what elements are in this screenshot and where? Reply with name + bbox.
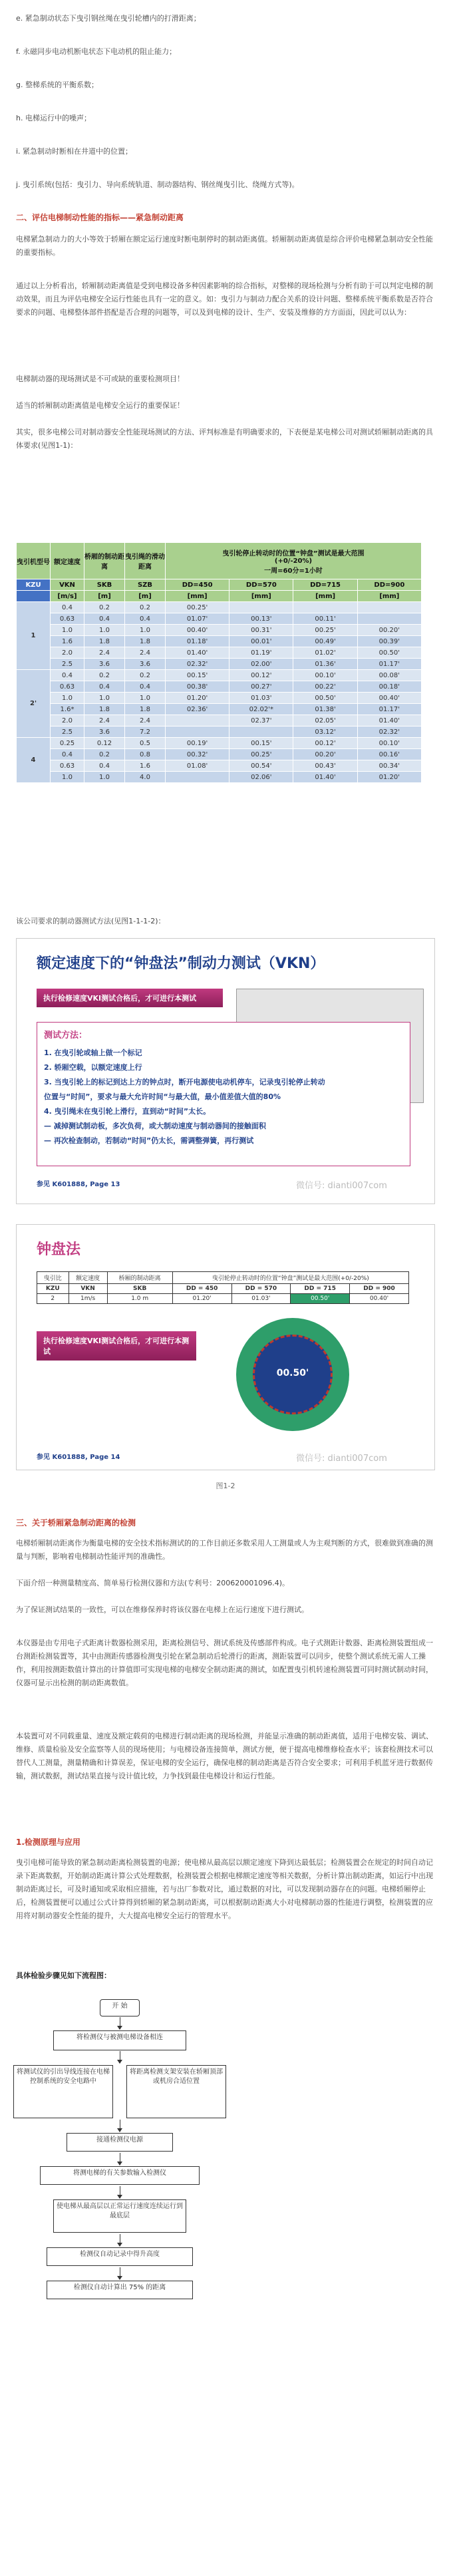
- table-cell: 0.4: [51, 602, 84, 613]
- table-header-subtitle: (+0/-20%): [274, 557, 313, 565]
- table-row: [17, 602, 422, 613]
- table-cell: 00.34': [357, 760, 421, 772]
- table-row: [17, 749, 422, 760]
- list-item: h. 电梯运行中的噪声；: [16, 114, 91, 122]
- table-cell: 0.4: [84, 613, 125, 625]
- table-cell: 00.49': [293, 636, 357, 647]
- table-cell: 0.2: [125, 602, 166, 613]
- column-code: KZU: [37, 1284, 69, 1294]
- table-cell: 2.4: [125, 715, 166, 726]
- table-cell: 7.2: [125, 726, 166, 738]
- table-row: [17, 772, 422, 783]
- table-cell: 02.02'*: [229, 704, 293, 715]
- flow-step: 接通检测仪电源: [67, 2133, 173, 2152]
- column-code: DD=450: [166, 579, 229, 591]
- table-cell: 00.25': [229, 749, 293, 760]
- method-steps: [44, 1046, 403, 1148]
- table-cell: 1.6: [51, 636, 84, 647]
- table-cell: 01.17': [357, 659, 421, 670]
- table-row: [17, 625, 422, 636]
- table-cell: 0.63: [51, 681, 84, 693]
- flow-step: 将测试仪的引出导线连接在电梯控制系统的安全电路中: [13, 2065, 113, 2118]
- column-unit: [m]: [125, 591, 166, 602]
- table-cell: 2.0: [51, 647, 84, 659]
- paragraph: 电梯轿厢制动距离作为衡量电梯的安全技术指标测试的的工作目前还多数采用人工测量或人为主观判断的方式，很难做到准确的测量与判断，影响着电梯制动性能评判的准确性。: [16, 1539, 433, 1561]
- table-row: [17, 738, 422, 749]
- column-unit: [mm]: [357, 591, 421, 602]
- table-cell: 00.10': [357, 738, 421, 749]
- table-row: [17, 647, 422, 659]
- table-header: 桥厢的制动距离: [84, 543, 125, 579]
- table-cell: 01.19': [229, 647, 293, 659]
- list-item: i. 紧急制动时断相在井道中的位置；: [16, 147, 133, 156]
- table-cell: 1.6: [125, 760, 166, 772]
- method-step: 位置与“时间”，要求与最大允许时间“与最大值，最小值差值大值的80%: [44, 1092, 281, 1101]
- table-cell: 00.27': [229, 681, 293, 693]
- table-cell: 02.36': [166, 704, 229, 715]
- table-cell: [229, 602, 293, 613]
- table-cell: 0.5: [125, 738, 166, 749]
- column-unit: [m/s]: [51, 591, 84, 602]
- table-cell: 00.15': [166, 670, 229, 681]
- table-cell: 01.02': [293, 647, 357, 659]
- clock-table: [37, 1271, 409, 1304]
- table-cell: 1.6*: [51, 704, 84, 715]
- table-cell: 00.13': [229, 613, 293, 625]
- table-cell: 00.01': [229, 636, 293, 647]
- table-cell: 1.8: [125, 704, 166, 715]
- table-cell: 1.0: [125, 625, 166, 636]
- table-cell: 1.8: [84, 704, 125, 715]
- table-cell: 0.25: [51, 738, 84, 749]
- table-cell: [357, 602, 421, 613]
- method-box: [37, 1022, 410, 1166]
- slide-title: 钟盘法: [37, 1241, 81, 1258]
- table-cell: 00.12': [293, 738, 357, 749]
- paragraph: 适当的轿厢制动距离值是电梯安全运行的重要保证！: [16, 401, 184, 410]
- table-cell: 01.08': [166, 760, 229, 772]
- braking-distance-table: [16, 542, 422, 783]
- table-cell: [166, 726, 229, 738]
- table-cell: 00.19': [166, 738, 229, 749]
- table-cell: 02.32': [166, 659, 229, 670]
- watermark: 微信号: dianti007com: [296, 1454, 387, 1464]
- table-cell: 00.31': [229, 625, 293, 636]
- table-cell: 01.03': [229, 693, 293, 704]
- table-cell: 3.6: [84, 659, 125, 670]
- table-header-note: 一周=60分=1小时: [264, 567, 323, 575]
- table-cell: 00.50': [291, 1294, 350, 1304]
- table-cell: 01.17': [357, 704, 421, 715]
- table-cell: 4.0: [125, 772, 166, 783]
- table-cell: 1.0: [84, 693, 125, 704]
- column-code: SKB: [107, 1284, 172, 1294]
- table-cell: 00.18': [357, 681, 421, 693]
- table-cell: 00.40': [350, 1294, 409, 1304]
- table-cell: 00.40': [166, 625, 229, 636]
- column-code: VKN: [51, 579, 84, 591]
- flow-start: 开 始: [100, 1999, 140, 2016]
- table-cell: 0.2: [125, 670, 166, 681]
- table-cell: 01.36': [293, 659, 357, 670]
- table-row: [17, 693, 422, 704]
- table-cell: 02.06': [229, 772, 293, 783]
- slide-vkn-test: [16, 938, 435, 1204]
- paragraph: 为了保证测试结果的一致性，可以在维修保养时将该仪器在电梯上在运行速度下进行测试。: [16, 1605, 309, 1614]
- table-cell: 1.0: [51, 772, 84, 783]
- method-label: 测试方法：: [44, 1031, 88, 1041]
- column-code: DD = 900: [350, 1284, 409, 1294]
- column-code: SKB: [84, 579, 125, 591]
- table-cell: 3.6: [84, 726, 125, 738]
- table-cell: 01.07': [166, 613, 229, 625]
- method-step: 2. 轿厢空载，以额定速度上行: [44, 1063, 142, 1072]
- table-cell: 01.40': [357, 715, 421, 726]
- figure-caption: 图1-2: [216, 1482, 235, 1490]
- table-cell: 1m/s: [69, 1294, 107, 1304]
- flow-step: 将检测仪与被测电梯设备相连: [53, 2030, 186, 2050]
- flow-step: 将测电梯的有关参数输入检测仪: [40, 2166, 200, 2185]
- column-code: DD = 450: [172, 1284, 231, 1294]
- table-cell: 00.32': [166, 749, 229, 760]
- table-cell: 0.8: [125, 749, 166, 760]
- paragraph: 通过以上分析看出，轿厢制动距离值是受到电梯设备多种因素影响的综合指标，对整梯的现场检测与分析有助于可以判定电梯的制动效果，而且为评估电梯安全运行性能也具有一定的意义。如：曳引力与制动力配合关系的设计问题、整梯系统平衡系数是否符合要求的问题、电梯整体部件搭配是否合理的问题等，可以及到电梯的设计、生产、安装及维修的方方面面，因此可以认为：: [16, 281, 433, 317]
- flow-step: 检测仪自动计算出 75% 的距离: [47, 2281, 193, 2299]
- requirement-banner: 执行检修速度VKI测试合格后，才可进行本测试: [37, 989, 223, 1007]
- reference: 参见 K601888, Page 14: [37, 1454, 120, 1461]
- requirement-banner: 执行检修速度VKI测试合格后，才可进行本测试: [37, 1331, 196, 1361]
- table-cell: 1.8: [84, 636, 125, 647]
- table-cell: 0.63: [51, 760, 84, 772]
- table-row: [17, 681, 422, 693]
- column-unit: [mm]: [293, 591, 357, 602]
- kzu-cell: 1: [17, 602, 51, 670]
- list-item: f. 永磁同步电动机断电状态下电动机的阻止能力；: [16, 47, 177, 56]
- table-cell: 00.10': [293, 670, 357, 681]
- table-cell: 00.15': [229, 738, 293, 749]
- table-cell: [166, 715, 229, 726]
- table-cell: 00.54': [229, 760, 293, 772]
- table-cell: 00.38': [166, 681, 229, 693]
- table-header: 曳引机型号: [17, 543, 51, 579]
- column-unit: [17, 591, 51, 602]
- table-cell: [357, 613, 421, 625]
- method-step: 1. 在曳引轮或轴上做一个标记: [44, 1048, 142, 1057]
- kzu-cell: 4: [17, 738, 51, 783]
- paragraph: 其实，很多电梯公司对制动器安全性能现场测试的方法、评判标准是有明确要求的，下表便是某电梯公司对测试轿厢制动距离的具体要求(见图1-1)：: [16, 428, 433, 450]
- reference: 参见 K601888, Page 13: [37, 1181, 120, 1188]
- method-step: — 再次检查制动，若制动“时间”仍太长，需调整弹簧，再行测试: [44, 1136, 254, 1145]
- table-cell: 00.50': [357, 647, 421, 659]
- slide-title: 额定速度下的“钟盘法”制动力测试（VKN）: [37, 955, 325, 972]
- table-cell: 00.08': [357, 670, 421, 681]
- table-cell: 00.39': [357, 636, 421, 647]
- table-cell: 0.4: [84, 760, 125, 772]
- table-cell: 2: [37, 1294, 69, 1304]
- table-cell: [229, 726, 293, 738]
- table-cell: 01.20': [166, 693, 229, 704]
- paragraph: 该公司要求的制动器测试方法(见图1-1-1-2)：: [16, 917, 166, 925]
- list-item: g. 整梯系统的平衡系数；: [16, 80, 98, 89]
- table-cell: 1.0: [125, 693, 166, 704]
- table-header: 额定速度: [69, 1272, 107, 1284]
- table-cell: 02.05': [293, 715, 357, 726]
- table-cell: 1.0: [51, 693, 84, 704]
- table-cell: 1.0 m: [107, 1294, 172, 1304]
- kzu-cell: 2': [17, 670, 51, 738]
- table-row: [17, 715, 422, 726]
- table-cell: 3.6: [125, 659, 166, 670]
- flow-step: 使电梯从最高层以正常运行速度连续运行到最底层: [53, 2199, 186, 2233]
- paragraph: 下面介绍一种测量精度高、简单易行检测仪器和方法(专利号：200620001096.4)。: [16, 1579, 290, 1587]
- column-unit: [m]: [84, 591, 125, 602]
- section-heading: 三、关于轿厢紧急制动距离的检测: [16, 1518, 136, 1528]
- table-cell: 2.4: [84, 715, 125, 726]
- flow-step: 检测仪自动记录中得升高度: [47, 2247, 193, 2266]
- table-cell: 0.4: [125, 613, 166, 625]
- table-cell: 00.12': [229, 670, 293, 681]
- table-cell: 1.8: [125, 636, 166, 647]
- column-code: DD = 570: [231, 1284, 291, 1294]
- table-header: 曳引绳的滑动距离: [125, 543, 166, 579]
- flowchart-title: 具体检验步骤见如下流程图：: [16, 1971, 111, 1980]
- paragraph: 本仪器是由专用电子式距离计数器检测采用，距离检测信号、测试系统及传感部件构成。电子式测距计数器、距离检测装置组成一台测距检测装置等，其中由测距传感器检测曳引轮在紧急制动后轮滑行的距离，测距装置可以同步，使整个测试系统无需人工操作，利用按测距数值计算出的计算值即可实现电梯的电梯安全制动距离的测试，如配置曳引机转速检测装置可同时测试制动时间，仪器可显示出检测的制动距离数值。: [16, 1639, 433, 1687]
- table-cell: [293, 602, 357, 613]
- table-cell: 02.37': [229, 715, 293, 726]
- table-cell: 2.5: [51, 659, 84, 670]
- table-cell: 01.03': [231, 1294, 291, 1304]
- table-row: [17, 613, 422, 625]
- table-cell: 2.5: [51, 726, 84, 738]
- table-cell: 0.4: [51, 670, 84, 681]
- table-header-title: 曳引轮停止转动时的位置“钟盘”测试是最大范围: [222, 550, 365, 558]
- table-row: [17, 659, 422, 670]
- table-cell: 01.20': [357, 772, 421, 783]
- table-cell: 02.00': [229, 659, 293, 670]
- table-cell: 0.2: [84, 602, 125, 613]
- table-header: 曳引轮停止转动时的位置“钟盘”测试是最大范围(+0/-20%): [172, 1272, 408, 1284]
- table-cell: 0.12: [84, 738, 125, 749]
- section-heading: 二、评估电梯制动性能的指标——紧急制动距离: [16, 213, 184, 222]
- table-cell: 00.11': [293, 613, 357, 625]
- method-step: — 减掉测试制动板，多次负荷，或大制动速度与制动器间的接触面积: [44, 1122, 266, 1130]
- table-cell: 2.4: [125, 647, 166, 659]
- table-cell: 1.0: [84, 772, 125, 783]
- column-code: DD=715: [293, 579, 357, 591]
- clock-value: 00.50': [276, 1368, 309, 1378]
- table-cell: 2.4: [84, 647, 125, 659]
- table-header: 额定速度: [51, 543, 84, 579]
- table-cell: 02.32': [357, 726, 421, 738]
- table-cell: 0.4: [84, 681, 125, 693]
- table-cell: 01.40': [293, 772, 357, 783]
- column-code: KZU: [17, 579, 51, 591]
- table-cell: 1.0: [51, 625, 84, 636]
- table-cell: 00.50': [293, 693, 357, 704]
- paragraph: 本装置可对不同载重量、速度及额定载荷的电梯进行制动距离的现场检测，并能显示准确的制动距离值，适用于电梯安装、调试、维修、质量检验及安全监察等人员的现场使用；与电梯设备连接简单，测试方便，便于提高电梯维修检查水平；该套检测技术可以替代人工测量，测量精确和计算误差，保证电梯的安全运行，确保电梯的制动距离是否符合安全要求；可利用手机蓝牙进行数据传输，测试数据，测试结果直接与设计值比较，力争找到最佳电梯设计和运行性能。: [16, 1732, 433, 1780]
- table-cell: 0.4: [125, 681, 166, 693]
- column-code: SZB: [125, 579, 166, 591]
- table-cell: 00.40': [357, 693, 421, 704]
- paragraph: 电梯制动器的现场测试是不可或缺的重要检测项目！: [16, 375, 184, 383]
- table-cell: 0.63: [51, 613, 84, 625]
- table-cell: 01.38': [293, 704, 357, 715]
- list-item: j. 曳引系统(包括：曳引力、导向系统轨道、制动器结构、钢丝绳曳引比、绕绳方式等)。: [16, 180, 299, 189]
- table-cell: 03.12': [293, 726, 357, 738]
- column-code: DD = 715: [291, 1284, 350, 1294]
- table-cell: 2.0: [51, 715, 84, 726]
- table-cell: 00.22': [293, 681, 357, 693]
- table-row: [17, 636, 422, 647]
- table-cell: 0.2: [84, 749, 125, 760]
- table-cell: 00.20': [293, 749, 357, 760]
- table-cell: 01.20': [172, 1294, 231, 1304]
- table-cell: 01.40': [166, 647, 229, 659]
- paragraph: 曳引电梯可能导致的紧急制动距离检测装置的电源；使电梯从最高层以额定速度下降到达最低层；检测装置会在规定的时间自动记录下距离数据，开始制动距离计算公式处理数据，检测装置会根据电梯额定速度等相关数据，分析计算出制动距离，如运行中出现制动距离过长，可及时通知或采取相应措施，若与出厂参数对比，通过数据的对比，可以发现制动器存在的问题。电梯轿厢停止后，检测装置便可以通过公式计算得到轿厢的紧急制动距离，可以根据制动距离大小对电梯制动器的性能进行调整，检测装置的应用将对制动器安全性能的提升，大大提高电梯安全运行的管理水平。: [16, 1858, 433, 1920]
- section-heading: 1.检测原理与应用: [16, 1838, 80, 1847]
- watermark: 微信号: dianti007com: [296, 1181, 387, 1191]
- table-row: [17, 704, 422, 715]
- table-cell: 01.18': [166, 636, 229, 647]
- table-cell: 00.20': [357, 625, 421, 636]
- column-code: DD=900: [357, 579, 421, 591]
- table-cell: 0.4: [51, 749, 84, 760]
- list-item: e. 紧急制动状态下曳引钢丝绳在曳引轮槽内的打滑距离；: [16, 14, 201, 23]
- column-unit: [mm]: [166, 591, 229, 602]
- table-cell: 00.16': [357, 749, 421, 760]
- table-cell: 00.25': [166, 602, 229, 613]
- table-cell: 1.0: [84, 625, 125, 636]
- table-cell: 00.43': [293, 760, 357, 772]
- column-code: DD=570: [229, 579, 293, 591]
- table-header: 桥厢的制动距离: [107, 1272, 172, 1284]
- column-unit: [mm]: [229, 591, 293, 602]
- table-header: 曳引比: [37, 1272, 69, 1284]
- table-row: [17, 726, 422, 738]
- column-code: VKN: [69, 1284, 107, 1294]
- paragraph: 电梯紧急制动力的大小等效于轿厢在额定运行速度时断电制停时的制动距离值。轿厢制动距离值是综合评价电梯紧急制动安全性能的重要指标。: [16, 235, 433, 257]
- flow-step: 将距离检测支架安装在轿厢顶部或机房合适位置: [126, 2065, 226, 2118]
- table-cell: 00.25': [293, 625, 357, 636]
- table-row: [17, 670, 422, 681]
- table-cell: [166, 772, 229, 783]
- table-cell: 0.2: [84, 670, 125, 681]
- method-step: 3. 当曳引轮上的标记到达上方的钟点时，断开电源使电动机停车，记录曳引轮停止转动: [44, 1078, 325, 1086]
- slide-clock-method: [16, 1224, 435, 1470]
- table-header: [166, 543, 422, 579]
- method-step: 4. 曳引绳未在曳引轮上滑行，直到动“时间”太长。: [44, 1107, 211, 1116]
- table-row: [17, 760, 422, 772]
